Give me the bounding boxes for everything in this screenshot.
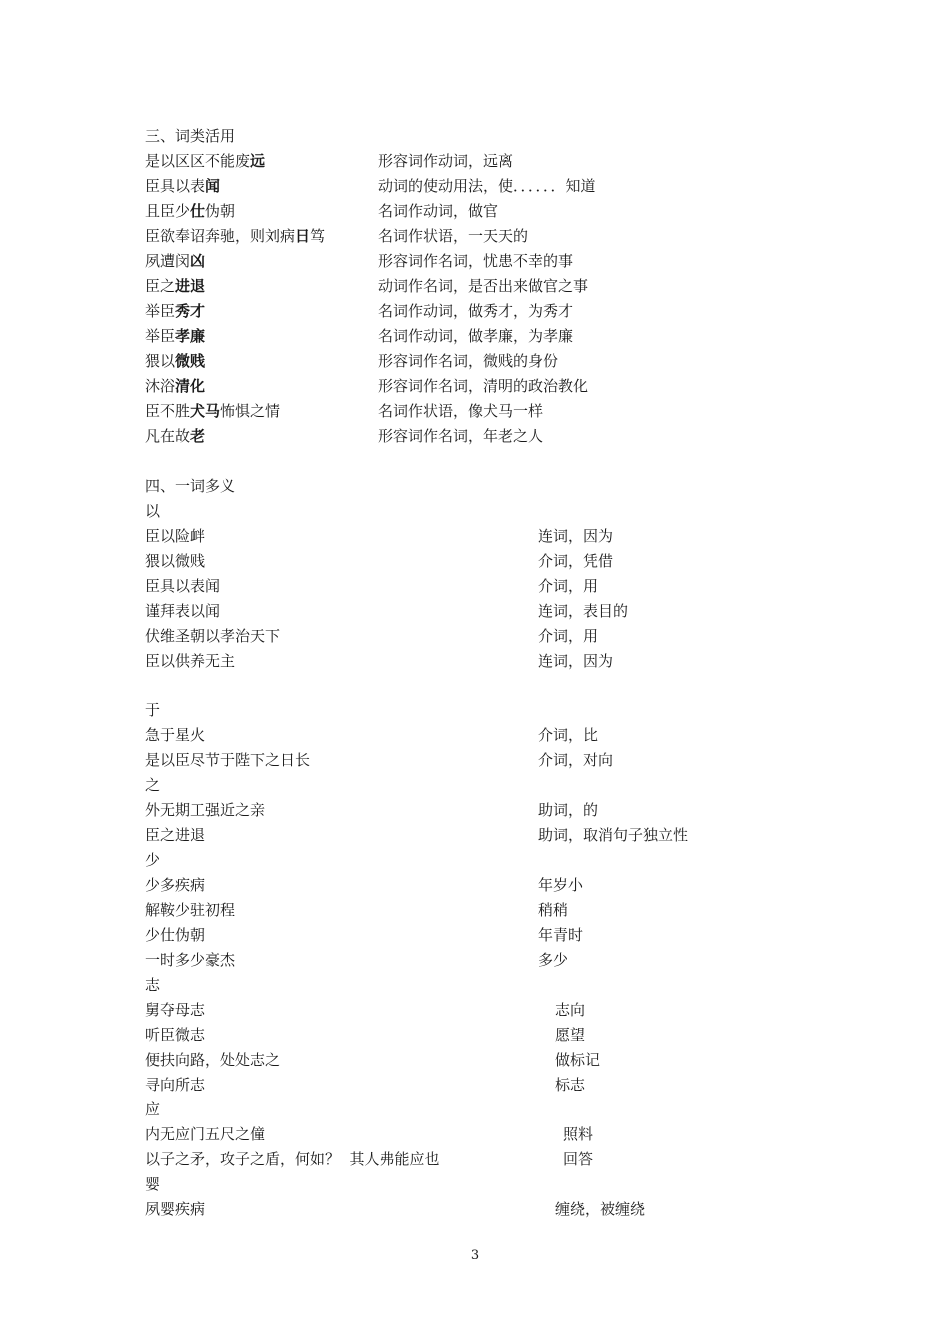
example-meaning: 标志 (555, 1076, 586, 1094)
polysemy-word: 以 (145, 502, 161, 520)
example-meaning: 介词，比 (538, 726, 599, 744)
usage-row-note: 名词作动词，做秀才，为秀才 (378, 302, 574, 320)
example-meaning: 连词，表目的 (538, 602, 629, 620)
example-sentence: 急于星火 (145, 726, 206, 744)
example-meaning: 助词，取消句子独立性 (538, 826, 689, 844)
usage-row-note: 形容词作动词，远离 (378, 152, 514, 170)
example-sentence: 臣具以表闻 (145, 577, 221, 595)
usage-row-text: 是以区区不能废远 (145, 152, 266, 170)
example-sentence: 少仕伪朝 (145, 926, 206, 944)
example-sentence: 臣之进退 (145, 826, 206, 844)
example-sentence: 臣以供养无主 (145, 652, 236, 670)
example-meaning: 年青时 (538, 926, 584, 944)
example-sentence: 伏维圣朝以孝治天下 (145, 627, 281, 645)
usage-row-note: 形容词作名词，微贱的身份 (378, 352, 559, 370)
polysemy-word: 应 (145, 1100, 161, 1118)
usage-row-text: 举臣孝廉 (145, 327, 206, 345)
section4-heading: 四、一词多义 (145, 477, 236, 495)
usage-row-text: 臣不胜犬马怖惧之情 (145, 402, 281, 420)
example-meaning: 介词，用 (538, 577, 599, 595)
example-meaning: 多少 (538, 951, 569, 969)
example-sentence: 猥以微贱 (145, 552, 206, 570)
usage-row-text: 凡在故老 (145, 427, 206, 445)
polysemy-word: 婴 (145, 1175, 161, 1193)
example-sentence: 臣以险衅 (145, 527, 206, 545)
usage-row-text: 臣之进退 (145, 277, 206, 295)
usage-row-note: 形容词作名词，年老之人 (378, 427, 544, 445)
example-sentence: 听臣微志 (145, 1026, 206, 1044)
example-sentence: 是以臣尽节于陛下之日长 (145, 751, 311, 769)
polysemy-word: 少 (145, 851, 161, 869)
example-sentence: 少多疾病 (145, 876, 206, 894)
example-meaning: 照料 (563, 1125, 594, 1143)
example-meaning: 做标记 (555, 1051, 601, 1069)
usage-row-note: 名词作动词，做官 (378, 202, 499, 220)
example-meaning: 愿望 (555, 1026, 586, 1044)
section3-heading: 三、词类活用 (145, 127, 236, 145)
example-meaning: 连词，因为 (538, 652, 614, 670)
example-meaning: 回答 (563, 1150, 594, 1168)
example-meaning: 志向 (555, 1001, 586, 1019)
example-sentence: 舅夺母志 (145, 1001, 206, 1019)
usage-row-text: 沐浴清化 (145, 377, 206, 395)
usage-row-text: 夙遭闵凶 (145, 252, 206, 270)
polysemy-word: 志 (145, 976, 161, 994)
usage-row-text: 臣具以表闻 (145, 177, 221, 195)
usage-row-note: 名词作动词，做孝廉，为孝廉 (378, 327, 574, 345)
example-meaning: 稍稍 (538, 901, 569, 919)
example-sentence: 解鞍少驻初程 (145, 901, 236, 919)
usage-row-note: 动词的使动用法，使．．．．．．知道 (378, 177, 596, 195)
example-meaning: 介词，用 (538, 627, 599, 645)
usage-row-note: 名词作状语，一天天的 (378, 227, 529, 245)
usage-row-note: 形容词作名词，清明的政治教化 (378, 377, 589, 395)
usage-row-text: 臣欲奉诏奔驰，则刘病日笃 (145, 227, 326, 245)
page-number: 3 (470, 1248, 480, 1263)
example-meaning: 连词，因为 (538, 527, 614, 545)
usage-row-text: 且臣少仕伪朝 (145, 202, 236, 220)
example-sentence: 外无期工强近之亲 (145, 801, 266, 819)
polysemy-word: 之 (145, 776, 161, 794)
usage-row-note: 动词作名词，是否出来做官之事 (378, 277, 589, 295)
usage-row-text: 举臣秀才 (145, 302, 206, 320)
example-meaning: 助词，的 (538, 801, 599, 819)
example-sentence: 谨拜表以闻 (145, 602, 221, 620)
example-meaning: 年岁小 (538, 876, 584, 894)
example-sentence: 便扶向路，处处志之 (145, 1051, 281, 1069)
example-sentence: 以子之矛，攻子之盾，何如？ 其人弗能应也 (145, 1150, 440, 1168)
usage-row-note: 名词作状语，像犬马一样 (378, 402, 544, 420)
usage-row-text: 猥以微贱 (145, 352, 206, 370)
example-sentence: 寻向所志 (145, 1076, 206, 1094)
example-meaning: 介词，对向 (538, 751, 614, 769)
example-sentence: 内无应门五尺之僮 (145, 1125, 266, 1143)
example-meaning: 介词，凭借 (538, 552, 614, 570)
usage-row-note: 形容词作名词，忧患不幸的事 (378, 252, 574, 270)
example-sentence: 一时多少豪杰 (145, 951, 236, 969)
example-sentence: 夙婴疾病 (145, 1200, 206, 1218)
polysemy-word: 于 (145, 701, 161, 719)
example-meaning: 缠绕，被缠绕 (555, 1200, 646, 1218)
